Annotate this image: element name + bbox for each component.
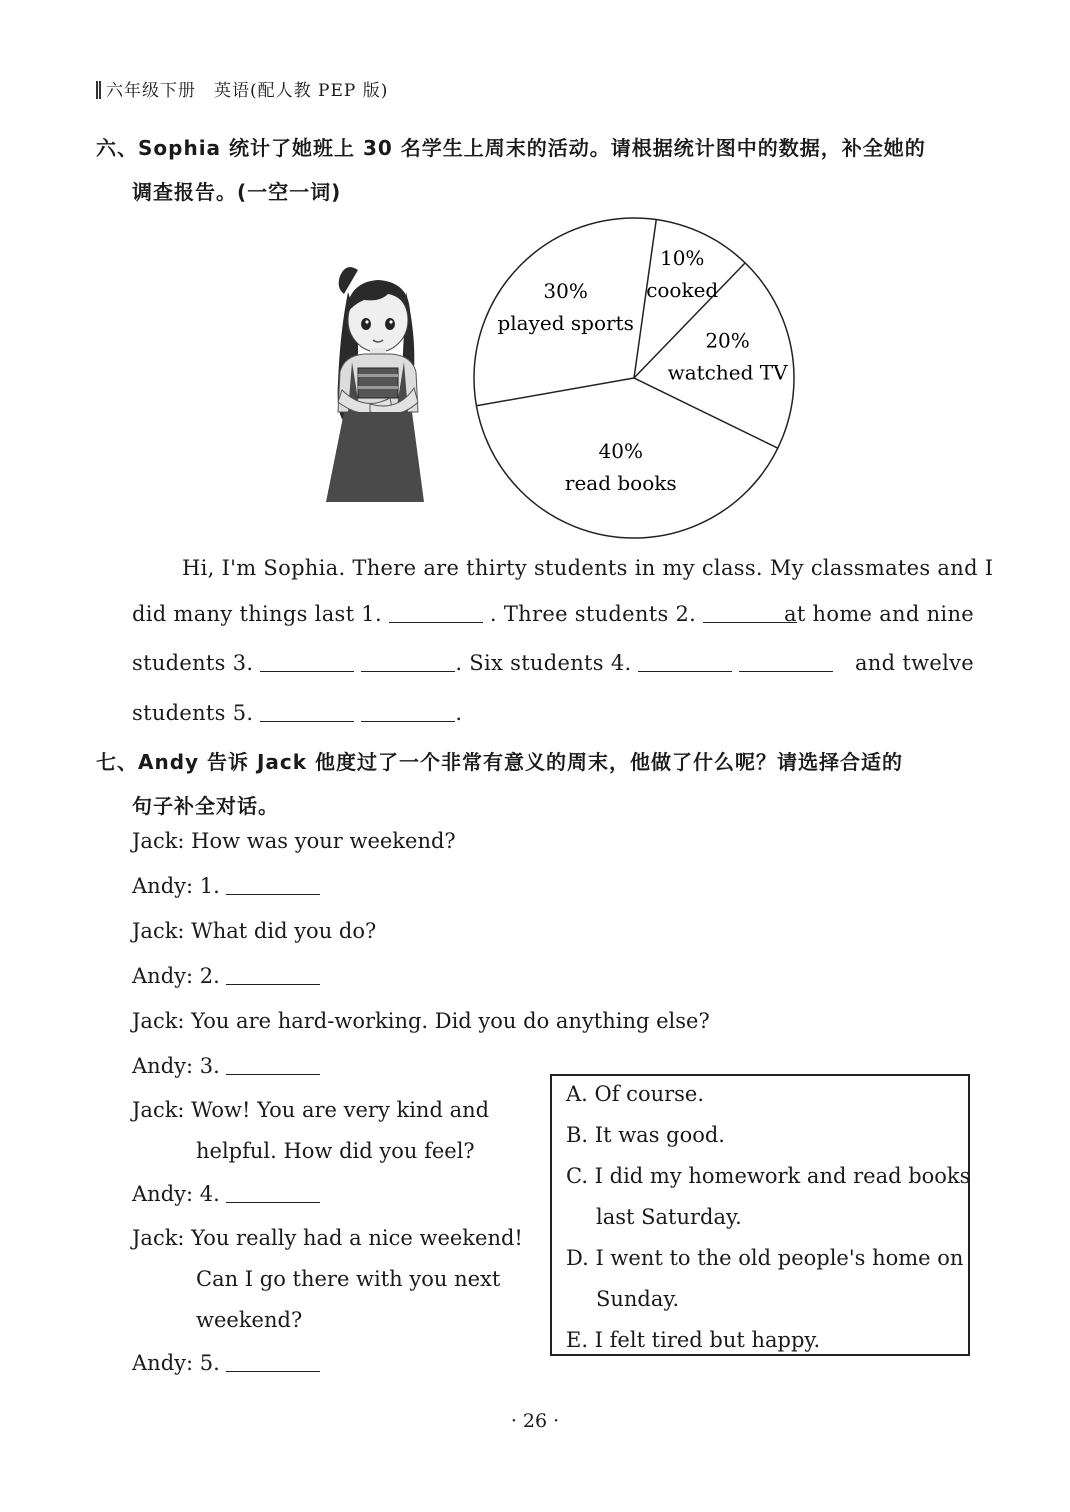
pie-category-label: cooked — [646, 278, 719, 303]
dialogue-line — [132, 1182, 320, 1206]
dialogue-line: weekend? — [196, 1308, 303, 1332]
blank-2[interactable] — [703, 602, 797, 623]
girl-holding-books-illustration — [318, 262, 436, 504]
section7-title-line2: 句子补全对话。 — [132, 794, 279, 818]
blank-5a[interactable] — [260, 701, 354, 722]
blank-1[interactable] — [389, 602, 483, 623]
blank-4b[interactable] — [739, 651, 833, 672]
answer-blank-5[interactable] — [226, 1351, 320, 1372]
pie-category-label: watched TV — [667, 360, 788, 385]
option-e: E. I felt tired but happy. — [566, 1328, 821, 1352]
dialogue-line: Jack: You really had a nice weekend! — [132, 1226, 523, 1250]
blank-5b[interactable] — [361, 701, 455, 722]
dialogue-line: Jack: What did you do? — [132, 919, 377, 943]
report-text: did many things last 1. — [132, 602, 382, 626]
section7-title-line1: 七、Andy 告诉 Jack 他度过了一个非常有意义的周末，他做了什么呢？请选择合适的 — [96, 750, 904, 774]
header-text: 六年级下册 英语(配人教 PEP 版) — [106, 81, 389, 101]
section6-title-line2: 调查报告。(一空一词) — [132, 180, 342, 204]
dialogue-line: Jack: How was your weekend? — [132, 829, 456, 853]
dialogue-line — [132, 1054, 320, 1078]
report-text: . Six students 4. — [455, 651, 632, 675]
option-a: A. Of course. — [566, 1082, 705, 1106]
dialogue-line — [132, 964, 320, 988]
running-header — [96, 76, 388, 101]
report-text: . Three students 2. — [489, 602, 697, 626]
blank-3a[interactable] — [260, 651, 354, 672]
dialogue-text: Andy: 3. — [132, 1054, 220, 1078]
dialogue-line — [132, 1351, 320, 1375]
option-d: D. I went to the old people's home on — [566, 1246, 964, 1270]
answer-blank-1[interactable] — [226, 874, 320, 895]
blank-4a[interactable] — [638, 651, 732, 672]
blank-3b[interactable] — [361, 651, 455, 672]
option-c-cont: last Saturday. — [596, 1205, 742, 1229]
pie-percent-label: 20% — [705, 328, 750, 353]
report-text: at home and nine — [784, 602, 974, 626]
pie-percent-label: 40% — [598, 439, 644, 464]
report-text: students 3. — [132, 651, 254, 675]
dialogue-text: Andy: 5. — [132, 1351, 220, 1375]
report-text: students 5. — [132, 701, 254, 725]
dialogue-text: Andy: 2. — [132, 964, 220, 988]
activities-pie-chart — [470, 214, 798, 542]
answer-blank-2[interactable] — [226, 964, 320, 985]
dialogue-text: Andy: 1. — [132, 874, 220, 898]
dialogue-line: Jack: Wow! You are very kind and — [132, 1098, 490, 1122]
dialogue-line — [132, 874, 320, 898]
report-line-1: Hi, I'm Sophia. There are thirty students in my class. My classmates and I — [182, 556, 994, 580]
pie-percent-label: 30% — [543, 279, 588, 304]
report-text: and twelve — [854, 651, 974, 675]
option-d-cont: Sunday. — [596, 1287, 680, 1311]
dialogue-line: Jack: You are hard-working. Did you do anything else? — [132, 1009, 710, 1033]
options-box — [550, 1074, 970, 1356]
section6-title-line1: 六、Sophia 统计了她班上 30 名学生上周末的活动。请根据统计图中的数据，补全她的 — [96, 136, 926, 160]
pie-percent-label: 10% — [659, 246, 705, 271]
report-text: . — [455, 701, 463, 725]
dialogue-line: Can I go there with you next — [196, 1267, 501, 1291]
option-c: C. I did my homework and read books — [566, 1164, 971, 1188]
dialogue-line: helpful. How did you feel? — [196, 1139, 475, 1163]
answer-blank-4[interactable] — [226, 1182, 320, 1203]
dialogue-text: Andy: 4. — [132, 1182, 220, 1206]
answer-blank-3[interactable] — [226, 1054, 320, 1075]
option-b: B. It was good. — [566, 1123, 725, 1147]
report-line-4 — [132, 701, 462, 725]
pie-category-label: read books — [564, 471, 677, 496]
pie-category-label: played sports — [497, 311, 634, 336]
report-line-3 — [132, 651, 974, 675]
page-number: · 26 · — [510, 1410, 560, 1432]
report-line-2 — [132, 602, 974, 626]
